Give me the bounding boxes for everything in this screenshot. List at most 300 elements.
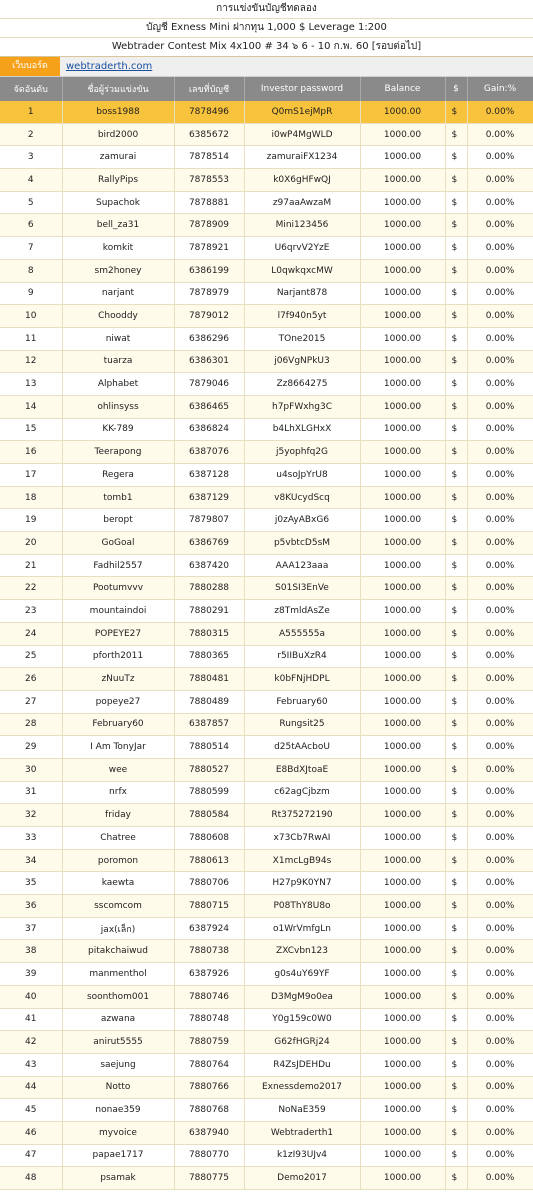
balance-cell: 1000.00 — [360, 1008, 445, 1031]
table-row — [0, 101, 533, 123]
table-row — [0, 305, 533, 328]
table-row — [0, 441, 533, 464]
balance-cell: 1000.00 — [360, 532, 445, 555]
gain-cell: 0.00% — [467, 827, 533, 850]
name-cell: POPEYE27 — [62, 622, 174, 645]
password-cell: AAA123aaa — [244, 554, 360, 577]
rank-cell: 36 — [0, 895, 62, 918]
currency-cell: $ — [445, 373, 467, 396]
currency-cell: $ — [445, 327, 467, 350]
currency-cell: $ — [445, 259, 467, 282]
gain-cell: 0.00% — [467, 758, 533, 781]
name-cell: bird2000 — [62, 123, 174, 146]
balance-cell: 1000.00 — [360, 327, 445, 350]
rank-cell: 31 — [0, 781, 62, 804]
password-cell: ZXCvbn123 — [244, 940, 360, 963]
gain-cell: 0.00% — [467, 1053, 533, 1076]
balance-cell: 1000.00 — [360, 1053, 445, 1076]
account-cell: 6387940 — [174, 1121, 244, 1144]
password-cell: v8KUcydScq — [244, 486, 360, 509]
gain-cell: 0.00% — [467, 1144, 533, 1167]
currency-cell: $ — [445, 600, 467, 623]
currency-cell: $ — [445, 509, 467, 532]
password-cell: A555555a — [244, 622, 360, 645]
table-row — [0, 622, 533, 645]
currency-cell: $ — [445, 668, 467, 691]
currency-cell: $ — [445, 101, 467, 123]
password-cell: u4soJpYrU8 — [244, 464, 360, 487]
table-header-row — [0, 77, 533, 101]
name-cell: zNuuTz — [62, 668, 174, 691]
account-cell: 7880746 — [174, 985, 244, 1008]
account-cell: 6386296 — [174, 327, 244, 350]
account-cell: 7880768 — [174, 1099, 244, 1122]
currency-cell: $ — [445, 1167, 467, 1190]
rank-cell: 1 — [0, 101, 62, 123]
password-cell: Rt375272190 — [244, 804, 360, 827]
rank-cell: 9 — [0, 282, 62, 305]
balance-cell: 1000.00 — [360, 1031, 445, 1054]
gain-cell: 0.00% — [467, 486, 533, 509]
account-cell: 7879807 — [174, 509, 244, 532]
table-row — [0, 645, 533, 668]
table-row — [0, 1008, 533, 1031]
table-row — [0, 1031, 533, 1054]
rank-cell: 8 — [0, 259, 62, 282]
table-row — [0, 395, 533, 418]
balance-cell: 1000.00 — [360, 259, 445, 282]
password-cell: X1mcLgB94s — [244, 849, 360, 872]
rank-cell: 48 — [0, 1167, 62, 1190]
gain-cell: 0.00% — [467, 1121, 533, 1144]
gain-cell: 0.00% — [467, 1008, 533, 1031]
table-row — [0, 781, 533, 804]
col-account: เลขที่บัญชี — [174, 77, 244, 101]
balance-cell: 1000.00 — [360, 849, 445, 872]
rank-cell: 43 — [0, 1053, 62, 1076]
rank-cell: 2 — [0, 123, 62, 146]
account-cell: 6387128 — [174, 464, 244, 487]
account-cell: 7880748 — [174, 1008, 244, 1031]
currency-cell: $ — [445, 464, 467, 487]
balance-cell: 1000.00 — [360, 827, 445, 850]
table-row — [0, 509, 533, 532]
gain-cell: 0.00% — [467, 373, 533, 396]
password-cell: j5yophfq2G — [244, 441, 360, 464]
balance-cell: 1000.00 — [360, 123, 445, 146]
name-cell: friday — [62, 804, 174, 827]
balance-cell: 1000.00 — [360, 895, 445, 918]
password-cell: E8BdXJtoaE — [244, 758, 360, 781]
table-row — [0, 736, 533, 759]
name-cell: Chatree — [62, 827, 174, 850]
rank-cell: 19 — [0, 509, 62, 532]
balance-cell: 1000.00 — [360, 713, 445, 736]
rank-cell: 22 — [0, 577, 62, 600]
table-row — [0, 1099, 533, 1122]
password-cell: k1zI93UJv4 — [244, 1144, 360, 1167]
rank-cell: 23 — [0, 600, 62, 623]
password-cell: TOne2015 — [244, 327, 360, 350]
account-cell: 7880584 — [174, 804, 244, 827]
password-cell: February60 — [244, 690, 360, 713]
contest-table — [0, 77, 533, 1190]
rank-cell: 5 — [0, 191, 62, 214]
password-cell: NoNaE359 — [244, 1099, 360, 1122]
account-cell: 7879012 — [174, 305, 244, 328]
table-row — [0, 350, 533, 373]
name-cell: mountaindoi — [62, 600, 174, 623]
col-name: ชื่อผู้ร่วมแข่งขัน — [62, 77, 174, 101]
table-row — [0, 554, 533, 577]
balance-cell: 1000.00 — [360, 622, 445, 645]
gain-cell: 0.00% — [467, 1099, 533, 1122]
name-cell: Chooddy — [62, 305, 174, 328]
gain-cell: 0.00% — [467, 169, 533, 192]
balance-cell: 1000.00 — [360, 600, 445, 623]
password-cell: Y0g159c0W0 — [244, 1008, 360, 1031]
balance-cell: 1000.00 — [360, 214, 445, 237]
rank-cell: 4 — [0, 169, 62, 192]
password-cell: h7pFWxhg3C — [244, 395, 360, 418]
rank-cell: 24 — [0, 622, 62, 645]
password-cell: l7f940n5yt — [244, 305, 360, 328]
password-cell: g0s4uY69YF — [244, 963, 360, 986]
rank-cell: 40 — [0, 985, 62, 1008]
currency-cell: $ — [445, 645, 467, 668]
name-cell: kaewta — [62, 872, 174, 895]
rank-cell: 37 — [0, 917, 62, 940]
currency-cell: $ — [445, 486, 467, 509]
password-cell: j06VgNPkU3 — [244, 350, 360, 373]
table-row — [0, 146, 533, 169]
name-cell: beropt — [62, 509, 174, 532]
balance-cell: 1000.00 — [360, 441, 445, 464]
webboard-link[interactable]: webtraderth.com — [66, 61, 153, 72]
password-cell: R4ZsJDEHDu — [244, 1053, 360, 1076]
balance-cell: 1000.00 — [360, 1121, 445, 1144]
currency-cell: $ — [445, 895, 467, 918]
name-cell: KK-789 — [62, 418, 174, 441]
table-row — [0, 1167, 533, 1190]
currency-cell: $ — [445, 577, 467, 600]
contest-info: Webtrader Contest Mix 4x100 # 34 ๖ 6 - 10 ก.พ. 60 [รอบต่อไป] — [0, 37, 533, 56]
table-row — [0, 895, 533, 918]
gain-cell: 0.00% — [467, 872, 533, 895]
account-cell: 7880527 — [174, 758, 244, 781]
password-cell: L0qwkqxcMW — [244, 259, 360, 282]
currency-cell: $ — [445, 1099, 467, 1122]
gain-cell: 0.00% — [467, 554, 533, 577]
name-cell: jax(เล็ก) — [62, 917, 174, 940]
account-cell: 7880770 — [174, 1144, 244, 1167]
balance-cell: 1000.00 — [360, 350, 445, 373]
currency-cell: $ — [445, 690, 467, 713]
currency-cell: $ — [445, 1121, 467, 1144]
table-body — [0, 101, 533, 1190]
currency-cell: $ — [445, 191, 467, 214]
account-cell: 7878553 — [174, 169, 244, 192]
account-cell: 6387420 — [174, 554, 244, 577]
account-cell: 7880766 — [174, 1076, 244, 1099]
currency-cell: $ — [445, 1076, 467, 1099]
currency-cell: $ — [445, 146, 467, 169]
balance-cell: 1000.00 — [360, 101, 445, 123]
name-cell: saejung — [62, 1053, 174, 1076]
currency-cell: $ — [445, 1031, 467, 1054]
rank-cell: 29 — [0, 736, 62, 759]
rank-cell: 14 — [0, 395, 62, 418]
currency-cell: $ — [445, 917, 467, 940]
currency-cell: $ — [445, 123, 467, 146]
balance-cell: 1000.00 — [360, 690, 445, 713]
gain-cell: 0.00% — [467, 804, 533, 827]
gain-cell: 0.00% — [467, 781, 533, 804]
balance-cell: 1000.00 — [360, 1167, 445, 1190]
rank-cell: 17 — [0, 464, 62, 487]
balance-cell: 1000.00 — [360, 736, 445, 759]
table-row — [0, 963, 533, 986]
table-row — [0, 169, 533, 192]
gain-cell: 0.00% — [467, 668, 533, 691]
account-cell: 7880775 — [174, 1167, 244, 1190]
rank-cell: 41 — [0, 1008, 62, 1031]
account-cell: 6387129 — [174, 486, 244, 509]
gain-cell: 0.00% — [467, 917, 533, 940]
account-cell: 7879046 — [174, 373, 244, 396]
rank-cell: 35 — [0, 872, 62, 895]
rank-cell: 28 — [0, 713, 62, 736]
rank-cell: 10 — [0, 305, 62, 328]
password-cell: U6qrvV2YzE — [244, 237, 360, 260]
rank-cell: 16 — [0, 441, 62, 464]
password-cell: Mini123456 — [244, 214, 360, 237]
link-bar — [0, 57, 533, 77]
table-row — [0, 214, 533, 237]
col-rank: จัดอันดับ — [0, 77, 62, 101]
balance-cell: 1000.00 — [360, 237, 445, 260]
password-cell: z8TmldAsZe — [244, 600, 360, 623]
password-cell: D3MgM9o0ea — [244, 985, 360, 1008]
gain-cell: 0.00% — [467, 600, 533, 623]
name-cell: soonthom001 — [62, 985, 174, 1008]
account-cell: 7880514 — [174, 736, 244, 759]
gain-cell: 0.00% — [467, 713, 533, 736]
balance-cell: 1000.00 — [360, 645, 445, 668]
rank-cell: 7 — [0, 237, 62, 260]
gain-cell: 0.00% — [467, 645, 533, 668]
name-cell: tomb1 — [62, 486, 174, 509]
rank-cell: 42 — [0, 1031, 62, 1054]
name-cell: niwat — [62, 327, 174, 350]
gain-cell: 0.00% — [467, 895, 533, 918]
balance-cell: 1000.00 — [360, 486, 445, 509]
password-cell: Q0mS1ejMpR — [244, 101, 360, 123]
name-cell: nonae359 — [62, 1099, 174, 1122]
table-row — [0, 1144, 533, 1167]
balance-cell: 1000.00 — [360, 758, 445, 781]
balance-cell: 1000.00 — [360, 282, 445, 305]
account-cell: 6387924 — [174, 917, 244, 940]
balance-cell: 1000.00 — [360, 1099, 445, 1122]
account-cell: 7880288 — [174, 577, 244, 600]
account-cell: 7878496 — [174, 101, 244, 123]
currency-cell: $ — [445, 963, 467, 986]
gain-cell: 0.00% — [467, 441, 533, 464]
name-cell: poromon — [62, 849, 174, 872]
password-cell: c62agCjbzm — [244, 781, 360, 804]
currency-cell: $ — [445, 237, 467, 260]
rank-cell: 44 — [0, 1076, 62, 1099]
col-balance: Balance — [360, 77, 445, 101]
gain-cell: 0.00% — [467, 940, 533, 963]
account-cell: 7880613 — [174, 849, 244, 872]
password-cell: Exnessdemo2017 — [244, 1076, 360, 1099]
table-row — [0, 804, 533, 827]
name-cell: pitakchaiwud — [62, 940, 174, 963]
balance-cell: 1000.00 — [360, 169, 445, 192]
balance-cell: 1000.00 — [360, 1144, 445, 1167]
table-row — [0, 1121, 533, 1144]
name-cell: popeye27 — [62, 690, 174, 713]
currency-cell: $ — [445, 940, 467, 963]
gain-cell: 0.00% — [467, 418, 533, 441]
name-cell: I Am TonyJar — [62, 736, 174, 759]
password-cell: Narjant878 — [244, 282, 360, 305]
account-cell: 6387076 — [174, 441, 244, 464]
table-row — [0, 940, 533, 963]
currency-cell: $ — [445, 713, 467, 736]
balance-cell: 1000.00 — [360, 804, 445, 827]
table-row — [0, 600, 533, 623]
table-row — [0, 373, 533, 396]
table-row — [0, 418, 533, 441]
rank-cell: 18 — [0, 486, 62, 509]
gain-cell: 0.00% — [467, 327, 533, 350]
balance-cell: 1000.00 — [360, 963, 445, 986]
balance-cell: 1000.00 — [360, 985, 445, 1008]
balance-cell: 1000.00 — [360, 781, 445, 804]
balance-cell: 1000.00 — [360, 305, 445, 328]
account-cell: 7880365 — [174, 645, 244, 668]
balance-cell: 1000.00 — [360, 668, 445, 691]
password-cell: S01SI3EnVe — [244, 577, 360, 600]
rank-cell: 27 — [0, 690, 62, 713]
password-cell: k0bFNjHDPL — [244, 668, 360, 691]
password-cell: Webtraderth1 — [244, 1121, 360, 1144]
table-row — [0, 577, 533, 600]
password-cell: j0zAyABxG6 — [244, 509, 360, 532]
name-cell: Regera — [62, 464, 174, 487]
name-cell: komkit — [62, 237, 174, 260]
rank-cell: 15 — [0, 418, 62, 441]
page-title: การแข่งขันบัญชีทดลอง — [216, 3, 317, 14]
name-cell: narjant — [62, 282, 174, 305]
table-row — [0, 123, 533, 146]
gain-cell: 0.00% — [467, 123, 533, 146]
name-cell: nrfx — [62, 781, 174, 804]
password-cell: k0X6gHFwQJ — [244, 169, 360, 192]
table-row — [0, 713, 533, 736]
name-cell: GoGoal — [62, 532, 174, 555]
name-cell: Pootumvvv — [62, 577, 174, 600]
password-cell: i0wP4MgWLD — [244, 123, 360, 146]
currency-cell: $ — [445, 214, 467, 237]
balance-cell: 1000.00 — [360, 464, 445, 487]
name-cell: Teerapong — [62, 441, 174, 464]
rank-cell: 20 — [0, 532, 62, 555]
account-cell: 7878979 — [174, 282, 244, 305]
rank-cell: 11 — [0, 327, 62, 350]
table-row — [0, 237, 533, 260]
name-cell: bell_za31 — [62, 214, 174, 237]
table-row — [0, 849, 533, 872]
table-row — [0, 464, 533, 487]
password-cell: r5IIBuXzR4 — [244, 645, 360, 668]
password-cell: H27p9K0YN7 — [244, 872, 360, 895]
table-row — [0, 259, 533, 282]
rank-cell: 12 — [0, 350, 62, 373]
name-cell: Notto — [62, 1076, 174, 1099]
gain-cell: 0.00% — [467, 690, 533, 713]
rank-cell: 32 — [0, 804, 62, 827]
account-cell: 7880759 — [174, 1031, 244, 1054]
name-cell: Alphabet — [62, 373, 174, 396]
account-cell: 7878514 — [174, 146, 244, 169]
balance-cell: 1000.00 — [360, 373, 445, 396]
rank-cell: 3 — [0, 146, 62, 169]
gain-cell: 0.00% — [467, 509, 533, 532]
rank-cell: 45 — [0, 1099, 62, 1122]
name-cell: tuarza — [62, 350, 174, 373]
col-currency: $ — [445, 77, 467, 101]
currency-cell: $ — [445, 736, 467, 759]
name-cell: anirut5555 — [62, 1031, 174, 1054]
currency-cell: $ — [445, 532, 467, 555]
password-cell: z97aaAwzaM — [244, 191, 360, 214]
account-cell: 7880764 — [174, 1053, 244, 1076]
rank-cell: 30 — [0, 758, 62, 781]
table-row — [0, 1076, 533, 1099]
gain-cell: 0.00% — [467, 191, 533, 214]
gain-cell: 0.00% — [467, 395, 533, 418]
rank-cell: 47 — [0, 1144, 62, 1167]
balance-cell: 1000.00 — [360, 146, 445, 169]
rank-cell: 39 — [0, 963, 62, 986]
table-row — [0, 327, 533, 350]
name-cell: papae1717 — [62, 1144, 174, 1167]
name-cell: sscomcom — [62, 895, 174, 918]
currency-cell: $ — [445, 169, 467, 192]
table-row — [0, 1053, 533, 1076]
currency-cell: $ — [445, 1008, 467, 1031]
account-cell: 7880715 — [174, 895, 244, 918]
password-cell: p5vbtcD5sM — [244, 532, 360, 555]
table-row — [0, 872, 533, 895]
account-cell: 7880481 — [174, 668, 244, 691]
balance-cell: 1000.00 — [360, 940, 445, 963]
currency-cell: $ — [445, 622, 467, 645]
rank-cell: 33 — [0, 827, 62, 850]
table-row — [0, 690, 533, 713]
table-row — [0, 917, 533, 940]
currency-cell: $ — [445, 804, 467, 827]
currency-cell: $ — [445, 827, 467, 850]
gain-cell: 0.00% — [467, 350, 533, 373]
currency-cell: $ — [445, 1144, 467, 1167]
gain-cell: 0.00% — [467, 237, 533, 260]
table-row — [0, 191, 533, 214]
